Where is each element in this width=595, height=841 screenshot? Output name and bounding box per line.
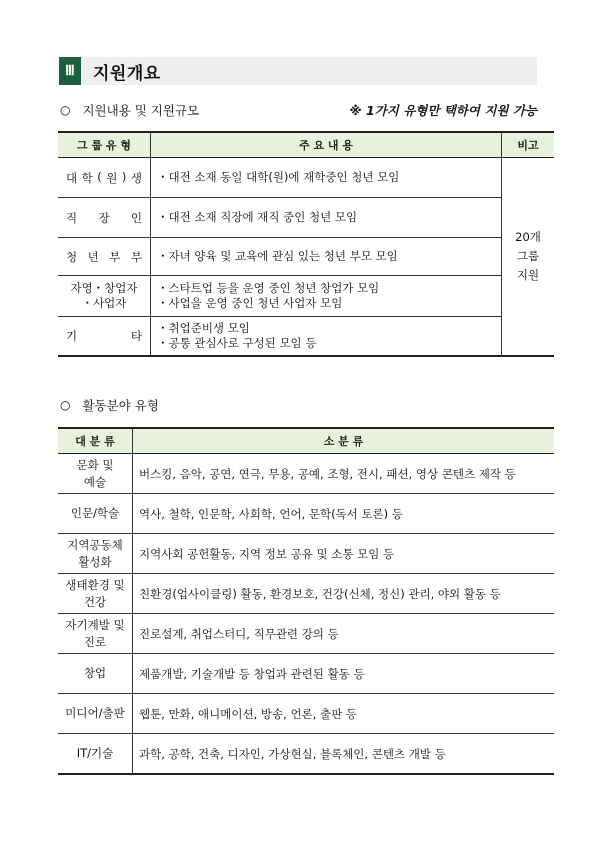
major-cell: 인문/학술 [58,494,133,534]
header-main-content: 주 요 내 용 [151,132,502,158]
table-row [58,454,554,494]
header-group-type: 그 룹 유 형 [58,132,151,158]
content-cell: ・스타트업 등을 운영 중인 청년 창업가 모임 ・사업을 운영 중인 청년 사업자 모임 [151,276,502,317]
table-row [58,238,554,276]
support-table [58,131,554,357]
content-cell: ・대전 소재 동일 대학(원)에 재학중인 청년 모임 [151,158,502,198]
support-note: ※ 1가지 유형만 택하여 지원 가능 [349,103,537,118]
minor-cell: 과학, 공학, 건축, 디자인, 가상현실, 블록체인, 콘텐츠 개발 등 [133,734,555,775]
minor-cell: 진로설계, 취업스터디, 직무관련 강의 등 [133,614,555,654]
major-cell: 미디어/출판 [58,694,133,734]
group-type-cell: 청 년 부 부 [58,238,151,276]
minor-cell: 역사, 철학, 인문학, 사회학, 언어, 문학(독서 토론) 등 [133,494,555,534]
content-cell: ・자녀 양육 및 교육에 관심 있는 청년 부모 모임 [151,238,502,276]
group-type-cell: 대 학 ( 원 ) 생 [58,158,151,198]
section-header [59,57,537,85]
support-heading [60,101,199,119]
minor-cell: 웹툰, 만화, 애니메이션, 방송, 언론, 출판 등 [133,694,555,734]
circle-bullet-icon: ○ [60,103,71,117]
major-cell: 지역공동체 활성화 [58,534,133,574]
header-major: 대 분 류 [58,428,133,454]
group-type-cell: 자영・창업자 ・사업자 [58,276,151,317]
major-cell: 자기계발 및 진로 [58,614,133,654]
table-row [58,317,554,356]
minor-cell: 지역사회 공헌활동, 지역 정보 공유 및 소통 모임 등 [133,534,555,574]
table-row [58,158,554,198]
major-cell: 문화 및 예술 [58,454,133,494]
table-row [58,614,554,654]
table-row [58,494,554,534]
support-heading-text: 지원내용 및 지원규모 [82,103,200,118]
activity-table-header [58,428,554,454]
table-row [58,734,554,775]
support-table-header [58,132,554,158]
group-type-cell: 기 타 [58,317,151,356]
major-cell: IT/기술 [58,734,133,775]
content-cell: ・대전 소재 직장에 재직 중인 청년 모임 [151,198,502,238]
activity-heading-text: 활동분야 유형 [82,398,159,413]
section-number: Ⅲ [59,57,81,85]
header-minor: 소 분 류 [133,428,555,454]
minor-cell: 친환경(업사이클링) 활동, 환경보호, 건강(신체, 정신) 관리, 야외 활동 등 [133,574,555,614]
major-cell: 생태환경 및 건강 [58,574,133,614]
minor-cell: 제품개발, 기술개발 등 창업과 관련된 활동 등 [133,654,555,694]
activity-heading [60,396,159,414]
table-row [58,198,554,238]
header-remark: 비고 [502,132,555,158]
table-row [58,534,554,574]
minor-cell: 버스킹, 음악, 공연, 연극, 무용, 공예, 조형, 전시, 패션, 영상 콘텐츠 제작 등 [133,454,555,494]
content-cell: ・취업준비생 모임 ・공통 관심사로 구성된 모임 등 [151,317,502,356]
remark-cell: 20개 그룹 지원 [502,158,555,356]
activity-table [58,427,554,775]
circle-bullet-icon: ○ [60,398,71,412]
major-cell: 창업 [58,654,133,694]
group-type-cell: 직 장 인 [58,198,151,238]
table-row [58,276,554,317]
table-row [58,694,554,734]
table-row [58,574,554,614]
table-row [58,654,554,694]
section-title: 지원개요 [93,63,161,84]
